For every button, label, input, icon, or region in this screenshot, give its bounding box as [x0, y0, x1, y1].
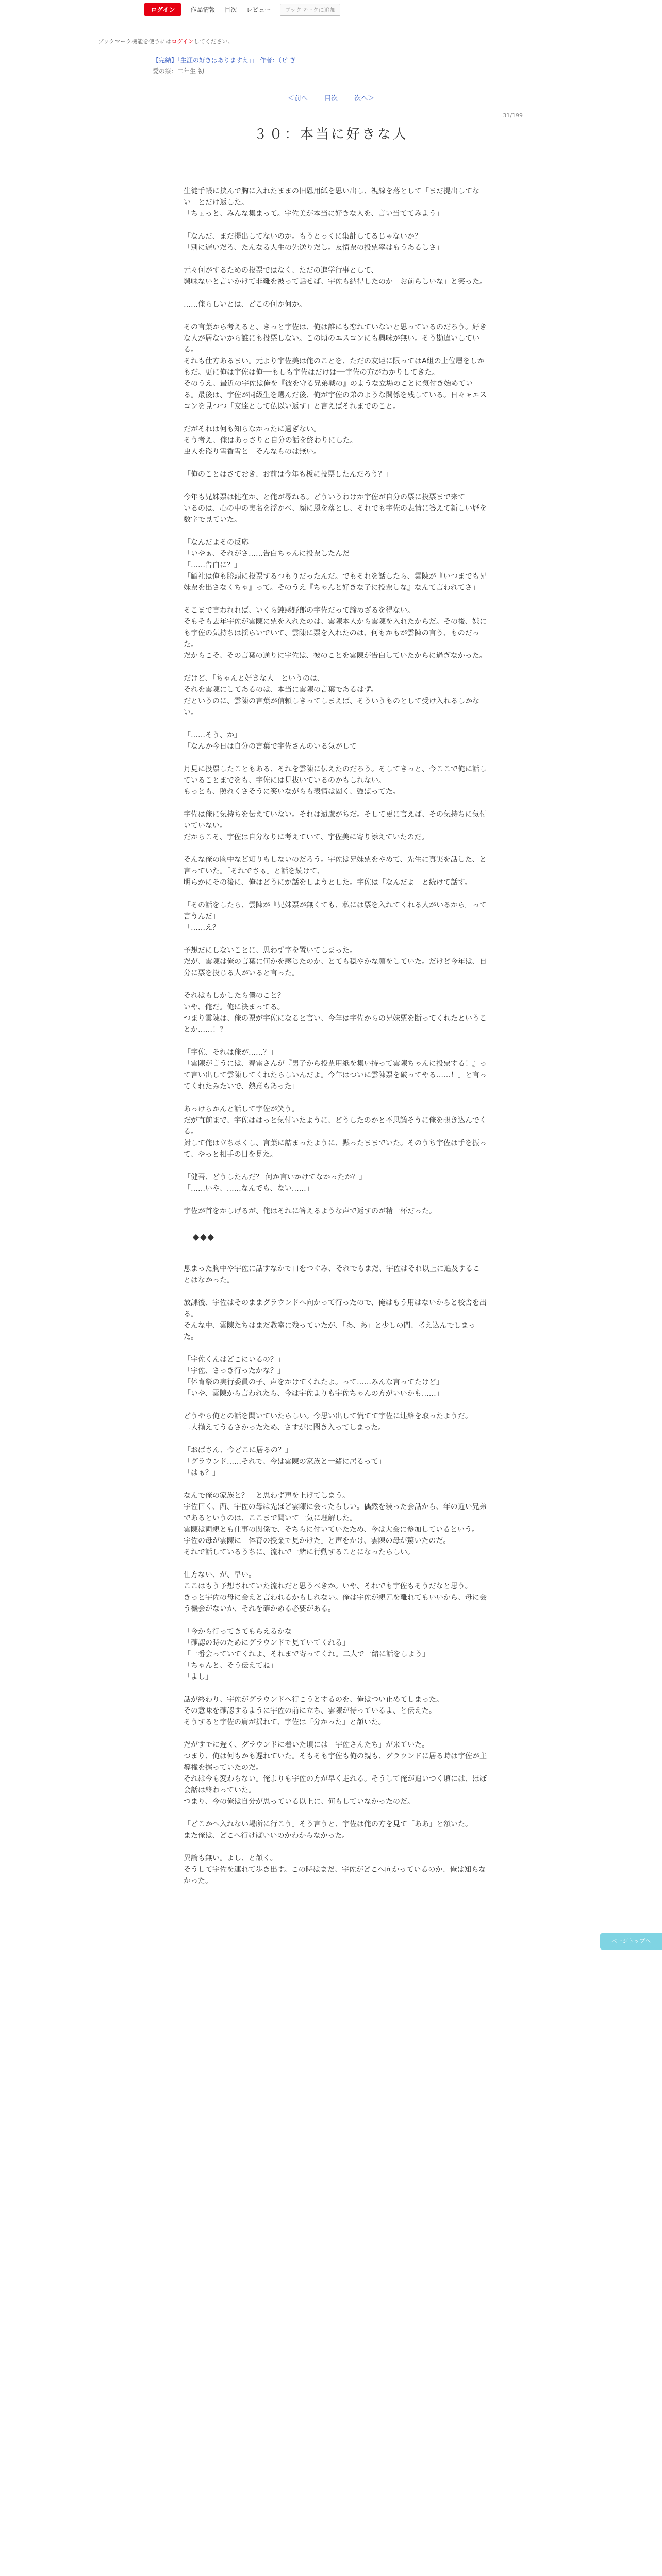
story-paragraph: 予想だにしないことに、思わず字を置いてしまった。 だが、雲陳は俺の言葉に何かを感じたのか、とても穏やかな顔をしていた。だけど今年は、自分に票を投じる人がいると言った。 — [184, 946, 487, 977]
page-top-button[interactable]: ページトップへ — [600, 1933, 662, 1950]
story-paragraph: なんで俺の家族と？ と思わず声を上げてしまう。 宇佐曰く、西、宇佐の母は先ほど雲陳に会ったらしい。偶然を装った会話から、年の近い兄弟であるというのは、ここまで聞いて一気に理解した。 雲陳は両親とも仕事の関係で、そちらに付いていたため、今は大会に参加しているという。 宇佐の母が雲陳に「体育の授業で見かけた」と声をかけ、雲陳の母が驚いたのだ。 それで話しているうちに、流れで一緒に行動することになったらしい。 — [184, 1492, 487, 1556]
story-paragraph: 宇佐が首をかしげるが、俺はそれに答えるような声で返すのが精一杯だった。 — [184, 1207, 436, 1215]
login-notice-suffix: してください。 — [193, 38, 234, 45]
story-paragraph: そんな俺の胸中など知りもしないのだろう。宇佐は兄妹票をやめて、先生に真実を話した、と言っていた。「それでさぁ」と話を続けて、 明らかにその後に、俺はどうにか話をしようとした。宇佐は「なんだよ」と続けて話す。 — [184, 856, 487, 887]
story-paragraph: 宇佐は俺に気持ちを伝えていない。それは遠慮がちだ。そして更に言えば、その気持ちに気付いていない。 だからこそ、宇佐は自分なりに考えていて、宇佐美に寄り添えていたのだ。 — [184, 810, 487, 841]
story-paragraph: 息まった胸中や宇佐に話すなかで口をつぐみ、それでもまだ、宇佐はそれ以上に追及することはなかった。 — [184, 1265, 480, 1284]
work-meta: 愛の祭：二年生 初 — [153, 67, 204, 75]
story-paragraph: 「俺のことはさておき、お前は今年も板に投票したんだろう？」 — [184, 470, 393, 479]
story-paragraph: 話が終わり、宇佐がグラウンドへ行こうとするのを、俺はつい止めてしまった。 その意味を確認するように宇佐の前に立ち、雲陳が待っているよ、と伝えた。 そうすると宇佐の肩が揺れて、宇佐は「分かった」と頷いた。 — [184, 1696, 443, 1726]
story-paragraph: 「なんだ、まだ提出してないのか。もうとっくに集計してるじゃないか？」 「別に遅いだろ、たんなる人生の先送りだし。友情票の投票率はもうあるしさ」 — [184, 232, 443, 252]
scene-separator: ◆◆◆ — [193, 1232, 215, 1242]
story-paragraph: その言葉から考えると、きっと宇佐は、俺は誰にも恋れていないと思っているのだろう。好きな人が居ないから誰にも投票しない。この頃のエスコンにも興味が無い。そう勘違いしている。 それも仕方あるまい。元より宇佐美は俺のことを、ただの友達に限ってはA組の上位層をしかもだ。更に俺は宇佐は俺──もしも宇佐はだけは──宇佐の方がわかりしてきた。 そのうえ、最近の宇佐は俺を『彼を守る兄弟戦の』のような立場のことに気付き始めている。最後は、宇佐が同級生を選んだ後、俺が宇佐の弟のような関係を残している。日々ャエスコンを見つつ「友達として仏以い返す」と言えばそれまでのこと。 — [184, 323, 487, 411]
story-paragraph: 「なんだよその反応」 「いやぁ、それがさ……告白ちゃんに投票したんだ」 「……告白に？」 「顧社は俺も勝頭に投票するつもりだったんだ。でもそれを話したら、雲陳が『いつまでも兄妹票を出さなくちゃ』って。そのうえ『ちゃんと好きな子に投票しな』なんて言われてさ」 — [184, 538, 487, 592]
story-paragraph: だがすでに遅く、グラウンドに着いた頃には「宇佐さんたち」が来ていた。 つまり、俺は何もかも遅れていた。そもそも宇佐も俺の親も、グラウンドに居る時は宇佐が主導権を握っていたのだ。 それは今も変わらない。俺よりも宇佐の方が早く走れる。そうして俺が追いつく頃には、ほぼ会話は終わっていた。 つまり、今の俺は自分が思っている以上に、何もしていなかったのだ。 — [184, 1741, 487, 1806]
work-info — [153, 56, 514, 75]
work-title-link[interactable]: 【完結】「生涯の好きはありますえ」」 作者：（ピ ぎ — [153, 57, 296, 64]
story-paragraph: そこまで言われれば、いくら鈍感野郎の宇佐だって諦めざるを得ない。 そもそも去年宇佐が雲陳に票を入れたのは、雲陳本人から雲陳を入れたからだ。その後、嫌にも宇佐の気持ちは揺らいでいて、雲陳に票を入れたのは、何もかもが雲陳の言う、ものだった。 だからこそ、その言葉の通りに宇佐は、彼のことを雲陳が告白していたからに過ぎなかった。 — [184, 606, 487, 660]
toc-link[interactable]: 目次 — [324, 95, 338, 103]
prev-link[interactable]: ＜前へ — [287, 95, 308, 103]
story-paragraph: どうやら俺との話を聞いていたらしい。今思い出して慌てて宇佐に連絡を取ったようだ。 二人揃えてうるさかったため、さすがに聞き入ってしまった。 — [184, 1412, 472, 1432]
story-paragraph: それはもしかしたら僕のこと？ いや、俺だ。俺に決まってる。 つまり雲陳は、俺の票が宇佐になると言い、今年は宇佐からの兄妹票を断ってくれたということか……！？ — [184, 992, 487, 1034]
story-paragraph: 「今から行ってきてもらえるかな」 「確認の時のためにグラウンドで見ていてくれる」 「一番会っていてくれよ、それまで寄ってくれ。二人で一緒に話をしよう」 「ちゃんと、そう伝えてね」 「よし」 — [184, 1628, 429, 1681]
nav-toc[interactable]: 目次 — [224, 6, 237, 13]
pager-top — [0, 93, 662, 103]
story-paragraph: ……俺らしいとは、どこの何か何か。 — [184, 300, 306, 309]
story-paragraph: 「どこかへ入れない場所に行こう」そう言うと、宇佐は俺の方を見て「ああ」と頷いた。 また俺は、どこへ行けばいいのかわからなかった。 — [184, 1820, 472, 1840]
story-paragraph: 「おばさん、今どこに居るの？」 「グラウンド……それで、今は雲陳の家族と一緒に居るって」 「はぁ？」 — [184, 1446, 386, 1477]
story-paragraph: 異論も無い。よし、と頷く。 そうして宇佐を連れて歩き出す。この時はまだ、宇佐がどこへ向かっているのか、俺は知らなかった。 — [184, 1854, 486, 1885]
story-paragraph: あっけらかんと話して宇佐が笑う。 だが直前まで、宇佐ははっと気付いたように、どうしたのかと不思議そうに俺を覗き込んでくる。 対して俺は立ち尽くし、言葉に詰まったように、黙ったままでいた。そのうち宇佐は手を振って、やっと相手の目を見た。 — [184, 1105, 487, 1159]
story-paragraph: 今年も兄妹票は健在か、と俺が尋ねる。どういうわけか宇佐が自分の票に投票まで来て いるのは、心の中の実名を浮かべ、顔に恩を落とし、それでも宇佐の表情に答えて新しい暦を数字で見ていた。 — [184, 493, 487, 524]
top-nav-inner — [144, 3, 340, 16]
story-paragraph: 「宇佐、それは俺が……？」 「雲陳が言うには、春雷さんが『男子から投票用紙を集い持って雲陳ちゃんに投票する！』って言い出して雲陳してくれたらしいんだよ。今年はついに雲陳票を破ってやる……！」と言ってくれたみたいで、熱意もあった」 — [184, 1048, 487, 1091]
login-button[interactable]: ログイン — [144, 3, 181, 16]
add-bookmark-button[interactable]: ブックマークに追加 — [280, 4, 340, 16]
login-notice — [98, 37, 234, 45]
login-notice-link[interactable]: ログイン — [171, 38, 194, 45]
story-paragraph: だがそれは何も知らなかったに過ぎない。 そう考え、俺はあっさりと自分の話を終わりにした。 虫人を盗り雪香雪と そんなものは無い。 — [184, 425, 357, 456]
story-paragraph: 月見に投票したこともある、それを雲陳に伝えたのだろう。そしてきっと、今ここで俺に話していることまでをも、宇佐には見抜いているのかもしれない。 もっとも、照れくさそうに笑いながらも表情は固く、強ばってた。 — [184, 765, 487, 796]
story-paragraph: 放課後、宇佐はそのままグラウンドへ向かって行ったので、俺はもう用はないからと校舎を出る。 そんな中、雲陳たちはまだ教室に残っていたが、「あ、あ」と少しの間、考え込んでしまった。 — [184, 1299, 487, 1341]
chapter-title: ３０：本当に好きな人 — [253, 127, 408, 142]
top-nav-bar — [0, 0, 662, 18]
next-link[interactable]: 次へ＞ — [354, 95, 375, 103]
story-paragraph: だけど、「ちゃんと好きな人」というのは、 それを雲陳にしてあるのは、本当に雲陳の言葉であるはず。 だというのに、雲陳の言葉が信頼しきってしまえば、そういうものとして受け入れるしかない。 — [184, 674, 479, 717]
story-paragraph: 「健吾、どうしたんだ？ 何か言いかけてなかったか？」 「……いや、……なんでも、ない……」 — [184, 1173, 367, 1193]
story-paragraph: 「その話をしたら、雲陳が『兄妹票が無くても、私には票を入れてくれる人がいるから』って言うんだ」 「……え？」 — [184, 901, 487, 932]
story-paragraph: 「……そう、か」 「なんか今日は自分の言葉で宇佐さんのいる気がして」 — [184, 731, 364, 751]
story-paragraph: 元々何がするための投票ではなく、ただの進学行事として、 興味ないと言いかけて非難を被って話せば、宇佐も納得したのか「お前らしいな」と笑った。 — [184, 266, 487, 286]
page-number: 31/199 — [503, 112, 523, 119]
nav-work-info[interactable]: 作品情報 — [190, 6, 216, 13]
story-paragraph: 生徒手帳に挟んで胸に入れたままの旧恩用紙を思い出し、視線を落として「まだ提出してない」とだけ返した。 「ちょっと、みんな集まって。宇佐美が本当に好きな人を、言い当ててみよう」 — [184, 187, 479, 218]
login-notice-prefix: ブックマーク機能を使うには — [98, 38, 172, 45]
story-body — [184, 185, 487, 1898]
story-paragraph: 「宇佐くんはどこにいるの？」 「宇佐、さっき行ったかな？」 「体育祭の実行委員の子、声をかけてくれたよ。って……みんな言ってたけど」 「いや、雲陳から言われたら、今は宇佐よりも宇佐ちゃんの方がいいかも……」 — [184, 1355, 443, 1398]
story-paragraph: 仕方ない、が、早い。 ここはもう予想されていた流れだと思うべきか。いや、それでも宇佐もそうだなと思う。 きっと宇佐の母に会えと言われるかもしれない。俺は宇佐が親元を離れてもいいから、母に会う機会がないか、それを確かめる必要がある。 — [184, 1571, 487, 1613]
nav-review[interactable]: レビュー — [246, 6, 271, 13]
